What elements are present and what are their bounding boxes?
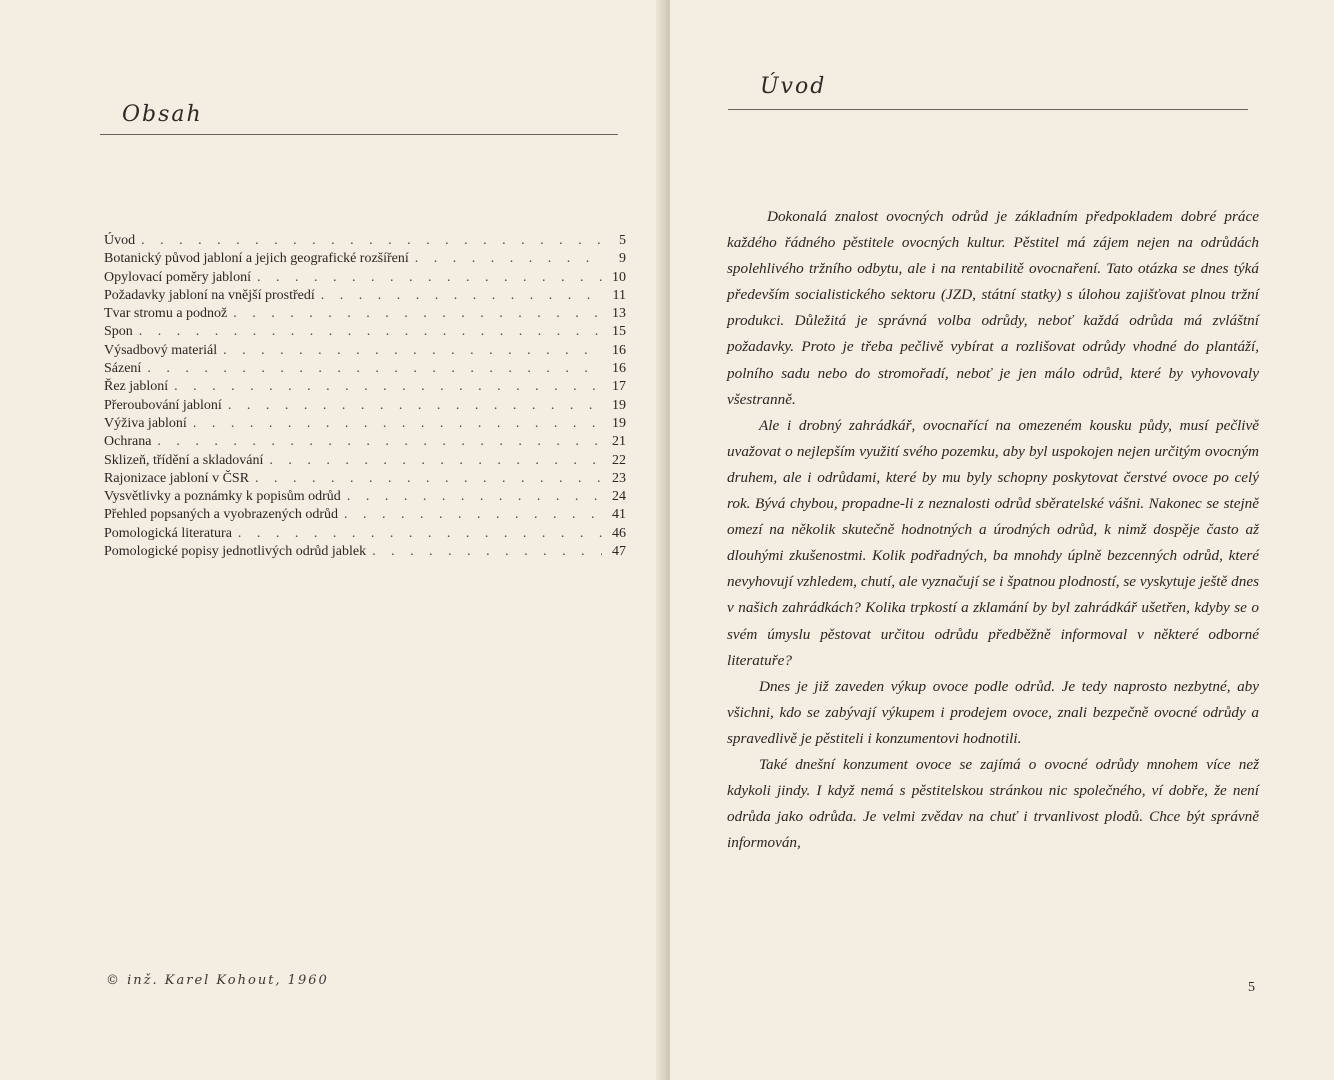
toc-leader-dots [269,453,602,469]
toc-entry-title: Přehled popsaných a vyobrazených odrůd [104,507,339,523]
toc-leader-dots [255,471,602,487]
toc-entry-title: Požadavky jabloní na vnější prostředí [104,287,315,303]
toc-entry-page: 16 [612,361,626,377]
toc-leader-dots [257,270,602,286]
toc-entry [104,270,626,288]
toc-entry-page: 46 [612,525,626,541]
paragraph: Také dnešní konzument ovoce se zajímá o ovocné odrůdy mnohem více než kdykoli jindy. I když nemá s pěstitelskou stránkou nic společného, ví dobře, že není odrůda jako odrůda. Je velmi zvědav na chuť i trvanlivost plodů. Chce být správně informován, [727,755,1259,852]
toc-entry-title: Řez jabloní [104,379,169,395]
toc-entry-page: 23 [612,470,626,486]
toc-entry [104,398,626,416]
toc-leader-dots [344,507,602,523]
toc-entry [104,251,626,269]
toc-leader-dots [174,379,602,395]
toc-entry-title: Ochrana [104,434,152,450]
toc-entry-title: Výživa jabloní [104,415,187,431]
toc-leader-dots [238,526,602,542]
toc-leader-dots [321,288,602,304]
toc-leader-dots [139,324,602,340]
introduction-heading: Úvod [760,74,827,99]
toc-entry-title: Přeroubování jabloní [104,397,222,413]
paragraph: Ale i drobný zahrádkář, ovocnařící na omezeném kousku půdy, musí pečlivě uvažovat o nejlepším využití svého pozemku, aby byl uspokojen nejen určitým ovocným druhem, ale i odrůdami, které by mu byly schopny poskytovat čerstvé ovoce po celý rok. Bývá chybou, propadne-li z neznalosti odrůd sběratelské vášni. Nakonec se stejně omezí na několik skutečně hodnotných a úrodných odrůd, k nimž dospěje často až dlouhými zkušenostmi. Kolik podřadných, ba mnohdy úplně bezcenných odrůd, které nevyhovují vzhledem, chutí, ale vyznačují se i špatnou plodností, se vyskytuje ještě dnes v našich zahrádkách? Kolika trpkostí a zklamání by byl zahrádkář ušetřen, kdyby se o svém úmyslu pěstovat určitou odrůdu předběžně informoval v některé odborné literatuře? [727,416,1259,669]
toc-entry [104,324,626,342]
toc-entry-title: Spon [104,324,133,340]
toc-entry [104,306,626,324]
toc-entry [104,544,626,562]
toc-entry [104,361,626,379]
toc-entry [104,379,626,397]
toc-entry [104,416,626,434]
paragraph: Dokonalá znalost ovocných odrůd je základním předpokladem dobré práce každého řádného pěstitele ovocných kultur. Pěstitel má zájem nejen na odrůdách spolehlivého tržního odbytu, ale i na rentabilitě ovocnaření. Tato otázka se dnes týká především socialistického sektoru (JZD, státní statky) s úlohou zajišťovat plnou tržní produkci. Důležitá je správná volba odrůdy, neboť každá odrůda má zvláštní požadavky. Proto je třeba pečlivě vybírat a rozlišovat odrůdy vhodné do plantáží, polního sadu nebo do stromořadí, neboť je jen málo odrůd, které by vyhovovaly všestranně. [727,208,1259,408]
toc-entry-title: Sklizeň, třídění a skladování [104,452,264,468]
toc-entry-page: 9 [619,251,626,267]
toc-entry-page: 13 [612,306,626,322]
heading-rule [100,134,618,135]
toc-entry-page: 17 [612,379,626,395]
toc-entry-page: 19 [612,415,626,431]
toc-leader-dots [372,544,602,560]
toc-entry-page: 21 [612,434,626,450]
toc-entry [104,489,626,507]
heading-rule [728,109,1248,110]
copyright-notice: © inž. Karel Kohout, 1960 [106,973,329,988]
toc-entry-page: 41 [612,507,626,523]
toc-entry-page: 15 [612,324,626,340]
toc-entry-page: 16 [612,342,626,358]
toc-entry [104,507,626,525]
toc-entry [104,288,626,306]
toc-entry-title: Úvod [104,233,136,248]
contents-heading: Obsah [122,102,203,127]
introduction-text [727,204,1259,856]
toc-entry-title: Vysvětlivky a poznámky k popisům odrůd [104,489,341,505]
left-page [0,0,664,1080]
table-of-contents [104,233,626,562]
toc-entry-page: 24 [612,489,626,505]
toc-entry-page: 10 [612,269,626,285]
toc-entry-page: 47 [612,544,626,560]
toc-entry-title: Sázení [104,361,142,377]
toc-entry [104,453,626,471]
toc-leader-dots [141,233,602,249]
toc-entry-title: Botanický původ jabloní a jejich geografické rozšíření [104,251,409,267]
toc-entry-page: 19 [612,397,626,413]
toc-entry-title: Pomologické popisy jednotlivých odrůd jablek [104,544,367,560]
toc-entry [104,343,626,361]
toc-leader-dots [415,251,602,267]
toc-entry-title: Rajonizace jabloní v ČSR [104,470,250,486]
toc-leader-dots [233,306,602,322]
toc-entry-title: Pomologická literatura [104,525,232,541]
toc-entry-page: 22 [612,452,626,468]
toc-entry-page: 11 [612,287,626,303]
page-number: 5 [1248,980,1255,995]
toc-leader-dots [193,416,602,432]
toc-entry [104,526,626,544]
toc-entry-page: 5 [619,233,626,248]
toc-entry [104,434,626,452]
toc-entry-title: Výsadbový materiál [104,342,218,358]
toc-entry-title: Opylovací poměry jabloní [104,269,251,285]
toc-leader-dots [228,398,602,414]
toc-entry-title: Tvar stromu a podnož [104,306,228,322]
toc-leader-dots [223,343,602,359]
toc-leader-dots [147,361,602,377]
paragraph: Dnes je již zaveden výkup ovoce podle odrůd. Je tedy naprosto nezbytné, aby všichni, kdo se zabývají výkupem i prodejem ovoce, znali bezpečně ovocné odrůdy a spravedlivě je pěstiteli i konzumentovi hodnotili. [727,677,1259,747]
toc-leader-dots [157,434,602,450]
toc-entry [104,471,626,489]
toc-leader-dots [347,489,602,505]
toc-entry [104,233,626,251]
